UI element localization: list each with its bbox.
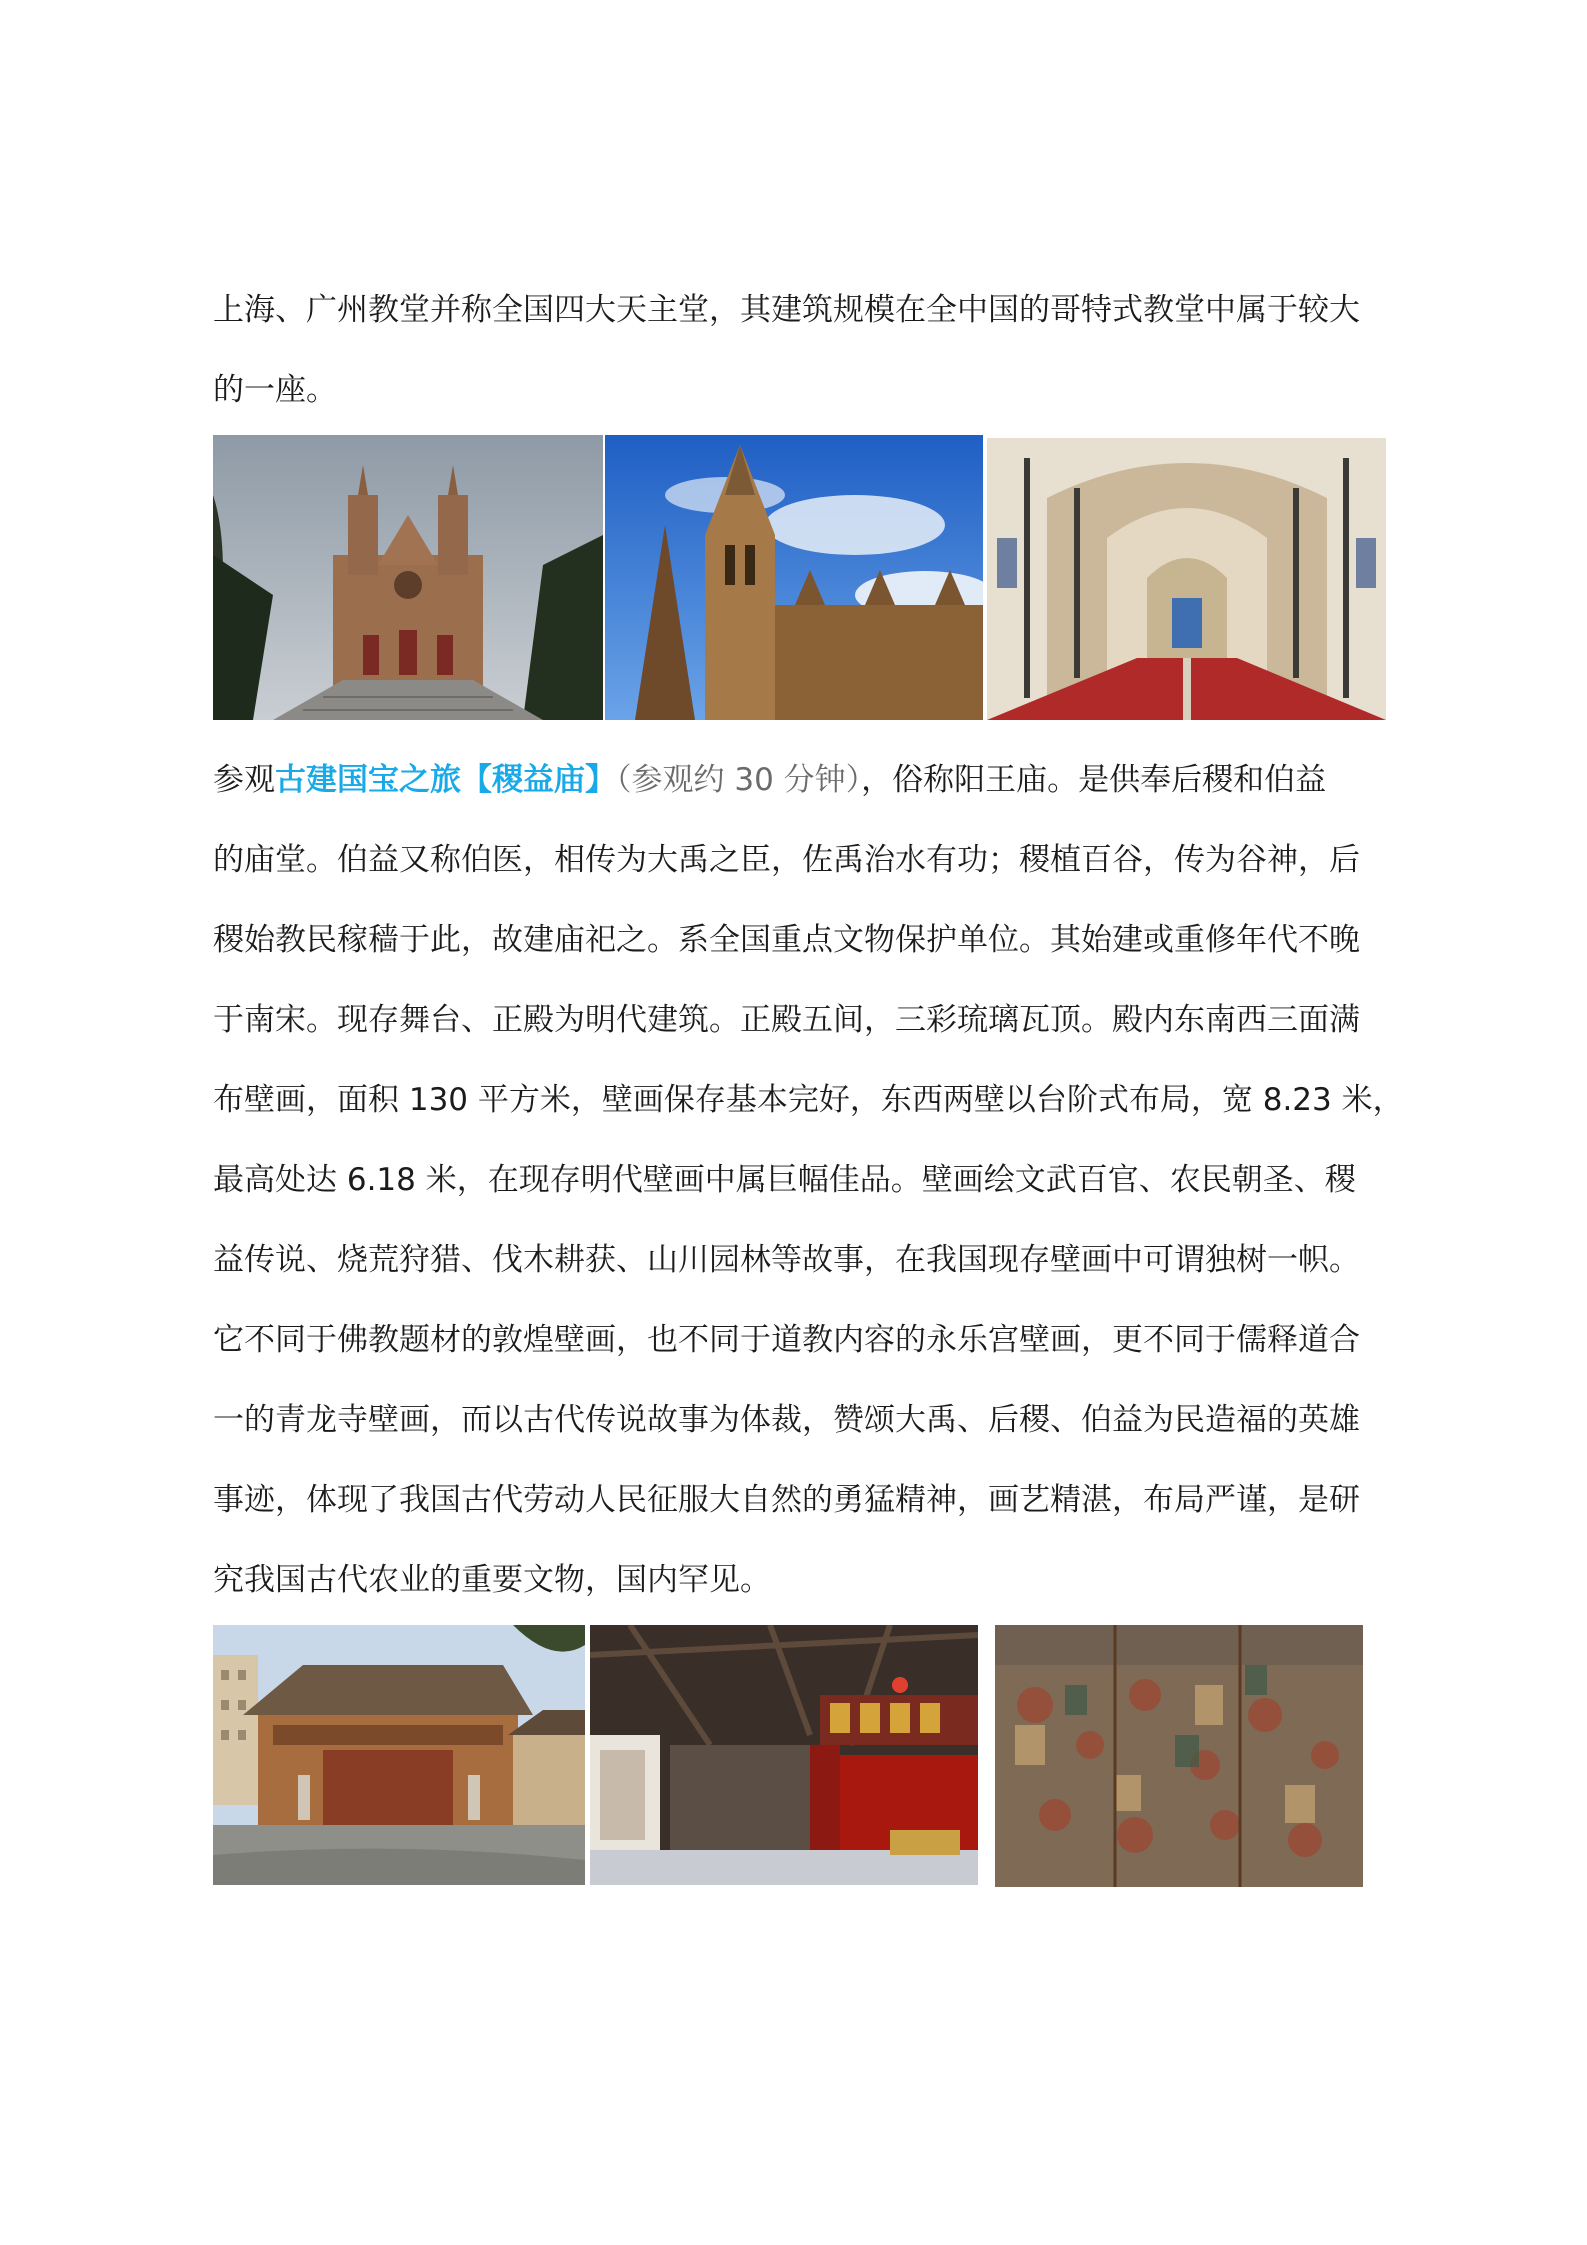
temple-line-6: 最高处达 6.18 米，在现存明代壁画中属巨幅佳品。壁画绘文武百官、农民朝圣、稷: [213, 1162, 1356, 1198]
temple-line-1-rest: ，俗称阳王庙。是供奉后稷和伯益: [861, 762, 1327, 798]
temple-line-4: 于南宋。现存舞台、正殿为明代建筑。正殿五间，三彩琉璃瓦顶。殿内东南西三面满: [213, 1002, 1360, 1038]
temple-line-10: 事迹，体现了我国古代劳动人民征服大自然的勇猛精神，画艺精湛，布局严谨，是研: [213, 1482, 1360, 1518]
temple-interior-photo: [590, 1625, 978, 1885]
visit-prefix: 参观: [213, 762, 275, 798]
temple-line-8: 它不同于佛教题材的敦煌壁画，也不同于道教内容的永乐宫壁画，更不同于儒释道合: [213, 1322, 1360, 1358]
temple-line-11: 究我国古代农业的重要文物，国内罕见。: [213, 1562, 771, 1598]
temple-line-9: 一的青龙寺壁画，而以古代传说故事为体裁，赞颂大禹、后稷、伯益为民造福的英雄: [213, 1402, 1360, 1438]
temple-line-5: 布壁画，面积 130 平方米，壁画保存基本完好，东西两壁以台阶式布局，宽 8.23 米，: [213, 1082, 1404, 1118]
temple-line-1: [213, 758, 1326, 802]
intro-line-2: 的一座。: [213, 372, 337, 408]
cathedral-tower-photo: [605, 435, 983, 720]
visit-duration-note: （参观约 30 分钟）: [616, 762, 862, 798]
temple-hall-photo: [213, 1625, 585, 1885]
intro-line-1: 上海、广州教堂并称全国四大天主堂，其建筑规模在全中国的哥特式教堂中属于较大: [213, 292, 1360, 328]
temple-mural-photo: [995, 1625, 1363, 1887]
temple-line-2: 的庙堂。伯益又称伯医，相传为大禹之臣，佐禹治水有功；稷植百谷，传为谷神，后: [213, 842, 1360, 878]
cathedral-interior-photo: [987, 438, 1386, 720]
temple-line-7: 益传说、烧荒狩猎、伐木耕获、山川园林等故事，在我国现存壁画中可谓独树一帜。: [213, 1242, 1360, 1278]
cathedral-front-photo: [213, 435, 603, 720]
temple-line-3: 稷始教民稼穑于此，故建庙祀之。系全国重点文物保护单位。其始建或重修年代不晚: [213, 922, 1360, 958]
tour-highlight: 古建国宝之旅【稷益庙】: [275, 762, 616, 798]
